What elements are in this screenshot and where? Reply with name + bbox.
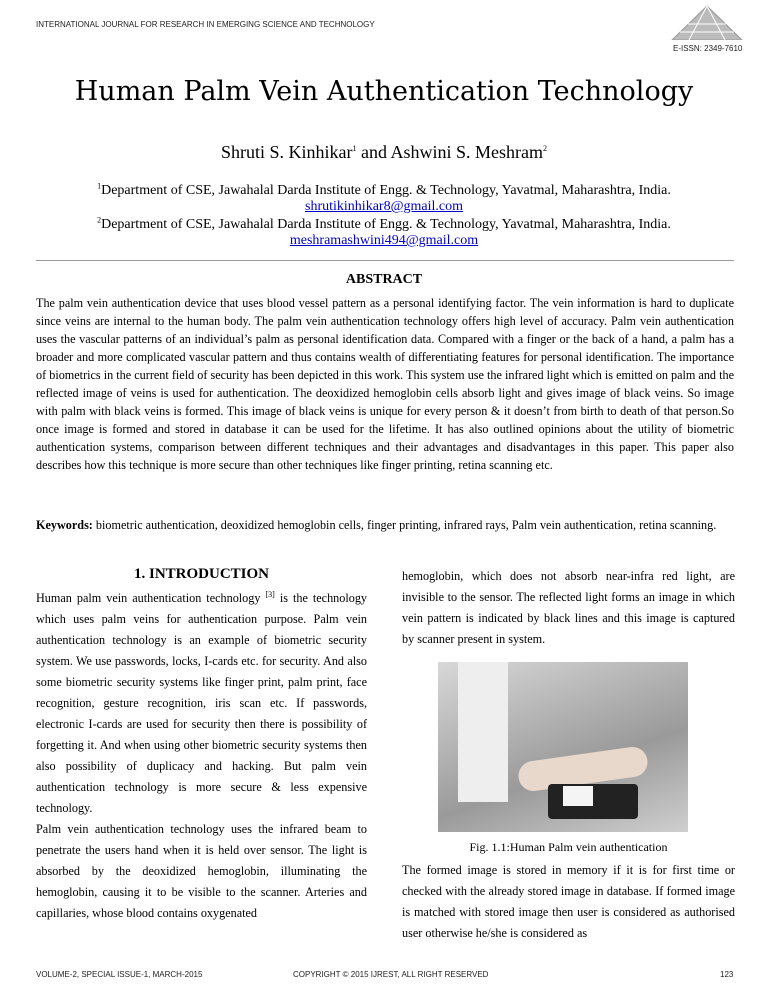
aff-text: Department of CSE, Jawahalal Darda Institute of Engg. & Technology, Yavatmal, Maharashtra, India. [101, 217, 671, 232]
issn: E-ISSN: 2349-7610 [673, 44, 743, 53]
citation: [3] [265, 589, 275, 599]
sensor-shape [548, 784, 638, 819]
email-link[interactable]: shrutikinhikar8@gmail.com [305, 199, 463, 214]
abstract-text: The palm vein authentication device that uses blood vessel pattern as a personal identifying factor. The vein information is hard to duplicate since veins are internal to the human body. The palm vein authentication technology offers high level of accuracy. Palm vein authentication uses the vascular patterns of an individual’s palm as personal identification data. Compared with a finger or the back of a hand, a palm has a broader and more complicated vascular pattern and thus contains wealth of differentiating features for personal identification. The importance of biometrics in the current field of security has been depicted in this work. This system use the infrared light which is emitted on palm and the reflected image of veins is used for authentication. The deoxidized hemoglobin cells absorb light and gives image of black veins. So image with palm with black veins is formed. This image of black veins is unique for every person & it doesn’t from birth to death of that person.So once image is formed and stored in database it can be used for the lifetime. It has also outlined opinions about the utility of biometric authentication systems, comparison between different techniques and their advantages and disadvantages in this paper. This paper also describes how this technique is more secure than other techniques like finger printing, retina scanning etc. [36, 296, 734, 472]
affiliation-1 [0, 183, 768, 215]
aff-text: Department of CSE, Jawahalal Darda Institute of Engg. & Technology, Yavatmal, Maharashtra, India. [101, 183, 671, 198]
author-and: and [356, 142, 391, 162]
paper-title: Human Palm Vein Authentication Technology [74, 76, 694, 107]
section-heading: 1. INTRODUCTION [133, 566, 269, 582]
author-1-sup: 1 [352, 144, 357, 153]
keywords-text: biometric authentication, deoxidized hemoglobin cells, finger printing, infrared rays, Palm vein authentication, retina scanning. [92, 518, 717, 532]
p1-text: is the technology which uses palm veins for authentication purpose. Palm vein authentication technology is an example of biometric security system. We use passwords, locks, I-cards etc. for security. And also some biometric security systems like finger print, palm print, face recognition, gesture recognition, iris scan etc. If passwords, electronic I-cards are used for security then there is possibility of forgetting it. And when using other biometric security systems then also possibility of duplicacy and hacking. But palm vein authentication technology is more secure & less expensive technology. [36, 591, 368, 815]
footer-volume: VOLUME-2, SPECIAL ISSUE-1, MARCH-2015 [36, 970, 203, 979]
paragraph: The formed image is stored in memory if it is for first time or checked with the already stored image in database. If formed image is matched with stored image then user is considered as authorised user otherwise he/she is considered as [402, 863, 735, 940]
page-number: 123 [720, 970, 734, 979]
figure-caption: Fig. 1.1:Human Palm vein authentication [469, 840, 668, 854]
paragraph [36, 588, 367, 819]
keywords [36, 518, 734, 533]
aff-sup: 2 [97, 215, 102, 225]
abstract-heading: ABSTRACT [345, 272, 423, 287]
paragraph: Palm vein authentication technology uses the infrared beam to penetrate the users hand when it is held over sensor. The light is absorbed by the deoxidized hemoglobin, illuminating the hemoglobin, causing it to be visible to the scanner. Arteries and capillaries, whose blood contains oxygenated [36, 822, 367, 920]
intro-left-column [36, 588, 367, 924]
author-2-sup: 2 [543, 144, 547, 153]
aff-sup: 1 [97, 181, 102, 191]
journal-name: INTERNATIONAL JOURNAL FOR RESEARCH IN EMERGING SCIENCE AND TECHNOLOGY [36, 20, 375, 29]
p1-text: Human palm vein authentication technology [36, 591, 266, 605]
journal-logo [668, 4, 746, 40]
affiliation-2 [0, 217, 768, 249]
divider [36, 260, 734, 261]
keywords-label: Keywords: [36, 518, 93, 532]
authors [0, 142, 768, 163]
email-link[interactable]: meshramashwini494@gmail.com [289, 233, 479, 248]
footer-copyright: COPYRIGHT © 2015 IJREST, ALL RIGHT RESERVED [293, 970, 489, 979]
paragraph: hemoglobin, which does not absorb near-infra red light, are invisible to the sensor. The reflected light forms an image in which vein pattern is indicated by black lines and this image is captured by scanner present in system. [402, 569, 735, 646]
monitor-shape [458, 662, 508, 802]
palm-vein-device-photo [438, 662, 688, 832]
author-2: Ashwini S. Meshram [390, 142, 543, 162]
author-1: Shruti S. Kinhikar [220, 142, 353, 162]
sensor-face [563, 786, 593, 806]
